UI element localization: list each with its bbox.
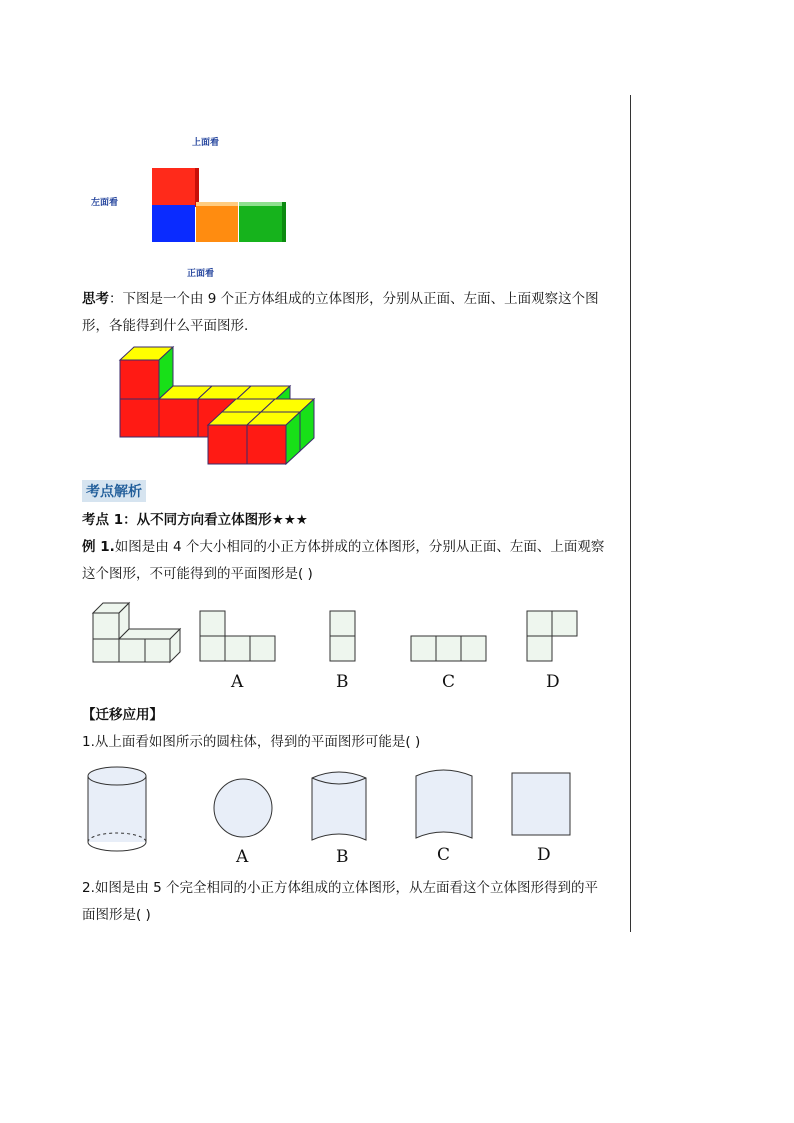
q1-option-d-label: D xyxy=(537,845,551,865)
q2-line-2: 面图形是( ) xyxy=(82,907,151,923)
red-square xyxy=(152,168,195,207)
option-c-shape xyxy=(410,635,489,664)
example1-line-1 xyxy=(82,537,604,557)
orange-square-top xyxy=(196,202,238,206)
transfer-title: 【迁移应用】 xyxy=(82,707,163,723)
colored-views-figure xyxy=(150,164,290,246)
think-line-1 xyxy=(82,289,599,309)
left-view-label: 左面看 xyxy=(91,198,119,208)
section-title: 考点解析 xyxy=(82,480,146,502)
green-square-top xyxy=(239,202,282,206)
option-d-label: D xyxy=(546,672,560,692)
option-c-label: C xyxy=(442,672,456,692)
q1-option-c-shape xyxy=(414,766,476,846)
orange-square xyxy=(196,205,238,242)
q1-option-d-shape xyxy=(511,772,573,838)
example1-text-1: 如图是由 4 个大小相同的小正方体拼成的立体图形，分别从正面、左面、上面观察 xyxy=(114,539,605,555)
cube-front xyxy=(120,399,159,437)
right-margin-line xyxy=(630,95,631,932)
option-b-label: B xyxy=(336,672,349,692)
cube-front xyxy=(120,360,159,399)
option-d-shape xyxy=(526,610,580,664)
q1-option-c-label: C xyxy=(437,845,451,865)
q1-text: 1.从上面看如图所示的圆柱体，得到的平面图形可能是( ) xyxy=(82,734,421,750)
point1-title xyxy=(82,510,308,530)
example1-prefix: 例 1. xyxy=(82,539,115,555)
option-b-shape xyxy=(329,610,357,664)
cube-front xyxy=(159,399,198,437)
green-square-shade xyxy=(282,202,286,242)
point1-stars: ★★★ xyxy=(271,512,308,528)
think-text-1: ：下图是一个由 9 个正方体组成的立体图形，分别从正面、左面、上面观察这个图 xyxy=(109,291,599,307)
four-cube-solid xyxy=(90,600,185,665)
option-a-label: A xyxy=(231,672,244,692)
option-a-shape xyxy=(199,610,277,664)
example1-line-2: 这个图形，不可能得到的平面图形是( ) xyxy=(82,566,313,582)
cylinder-figure xyxy=(86,766,150,854)
think-line-2: 形，各能得到什么平面图形. xyxy=(82,318,249,334)
red-square-shade xyxy=(195,168,199,207)
q1-option-a-label: A xyxy=(236,847,249,867)
q1-option-b-label: B xyxy=(336,847,349,867)
q2-line-1: 2.如图是由 5 个完全相同的小正方体组成的立体图形，从左面看这个立体图形得到的平 xyxy=(82,880,599,896)
nine-cube-solid-figure xyxy=(117,344,317,469)
green-square xyxy=(239,205,282,242)
q1-option-b-shape xyxy=(310,768,370,850)
top-view-label: 上面看 xyxy=(192,138,220,148)
think-prefix: 思考 xyxy=(82,291,109,307)
blue-square xyxy=(152,205,195,242)
q1-option-a-circle xyxy=(212,777,274,839)
cube-front xyxy=(247,425,286,464)
front-view-label: 正面看 xyxy=(187,269,215,279)
point1-text: 考点 1：从不同方向看立体图形 xyxy=(82,512,272,528)
cube-front xyxy=(208,425,247,464)
